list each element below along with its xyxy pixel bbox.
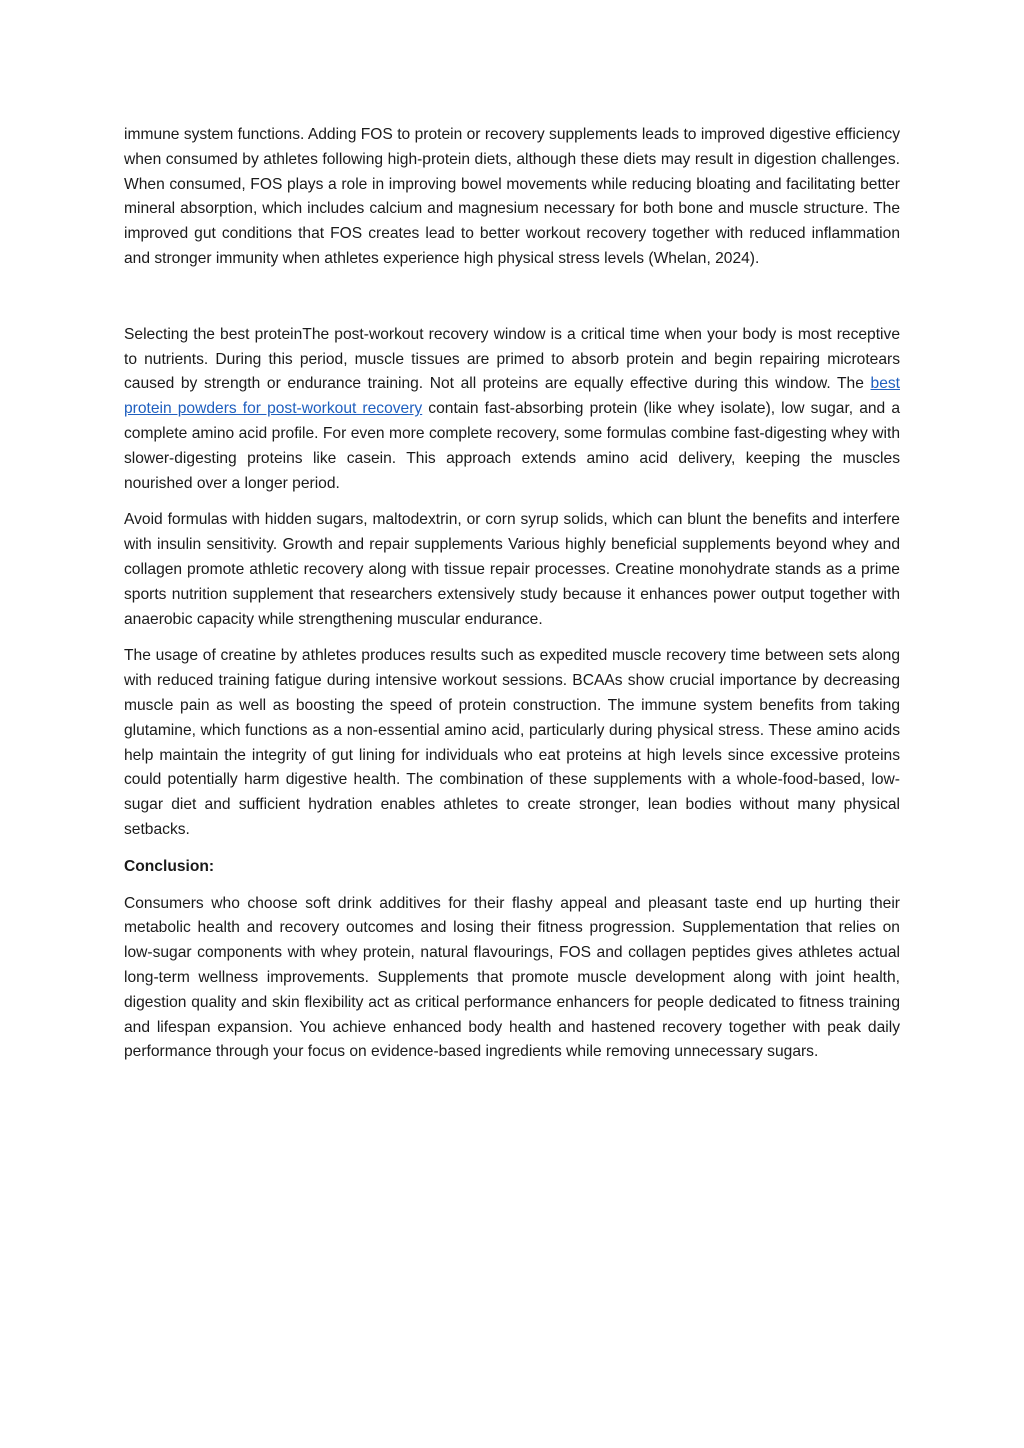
document-page [124,123,900,1077]
conclusion-heading: Conclusion: [124,857,215,875]
paragraph-creatine-usage: The usage of creatine by athletes produces results such as expedited muscle recovery time between sets along with reduced training fatigue during intensive workout sessions. BCAAs show crucial importance by decreasing muscle pain as well as boosting the speed of protein construction. The immune system benefits from taking glutamine, which functions as a non-essential amino acid, particularly during physical stress. These amino acids help maintain the integrity of gut lining for individuals who eat proteins at high levels since excessive proteins could potentially harm digestive health. The combination of these supplements with a whole-food-based, low-sugar diet and sufficient hydration enables athletes to create stronger, lean bodies without many physical setbacks. [124,647,900,838]
paragraph-fos-digestion: immune system functions. Adding FOS to protein or recovery supplements leads to improved digestive efficiency when consumed by athletes following high-protein diets, although these diets may result in digestion challenges. When consumed, FOS plays a role in improving bowel movements while reducing bloating and facilitating better mineral absorption, which includes calcium and magnesium necessary for both bone and muscle structure. The improved gut conditions that FOS creates lead to better workout recovery together with reduced inflammation and stronger immunity when athletes experience high physical stress levels (Whelan, 2024). [124,126,900,267]
paragraph-selecting-protein-text-end: contain fast-absorbing protein (like whey isolate), low sugar, and a complete amino acid profile. For even more complete recovery, some formulas combine fast-digesting whey with slower-digesting proteins like casein. This approach extends amino acid delivery, keeping the muscles nourished over a longer period. [124,400,900,492]
paragraph-selecting-protein [124,323,900,497]
paragraph-avoid-formulas: Avoid formulas with hidden sugars, maltodextrin, or corn syrup solids, which can blunt the benefits and interfere with insulin sensitivity. Growth and repair supplements Various highly beneficial supplements beyond whey and collagen promote athletic recovery along with tissue repair processes. Creatine monohydrate stands as a prime sports nutrition supplement that researchers extensively study because it enhances power output together with anaerobic capacity while strengthening muscular endurance. [124,511,900,628]
best-protein-powders-link[interactable]: best protein powders for post-workout recovery [124,375,900,418]
paragraph-selecting-protein-text-start: Selecting the best proteinThe post-workout recovery window is a critical time when your body is most receptive to nutrients. During this period, muscle tissues are primed to absorb protein and begin repairing microtears caused by strength or endurance training. Not all proteins are equally effective during this window. The [124,325,900,393]
paragraph-conclusion: Consumers who choose soft drink additives for their flashy appeal and pleasant taste end up hurting their metabolic health and recovery outcomes and losing their fitness progression. Supplementation that relies on low-sugar components with whey protein, natural flavourings, FOS and collagen peptides gives athletes actual long-term wellness improvements. Supplements that promote muscle development along with joint health, digestion quality and skin flexibility act as critical performance enhancers for people dedicated to fitness training and lifespan expansion. You achieve enhanced body health and hastened recovery together with peak daily performance through your focus on evidence-based ingredients while removing unnecessary sugars. [124,894,900,1061]
